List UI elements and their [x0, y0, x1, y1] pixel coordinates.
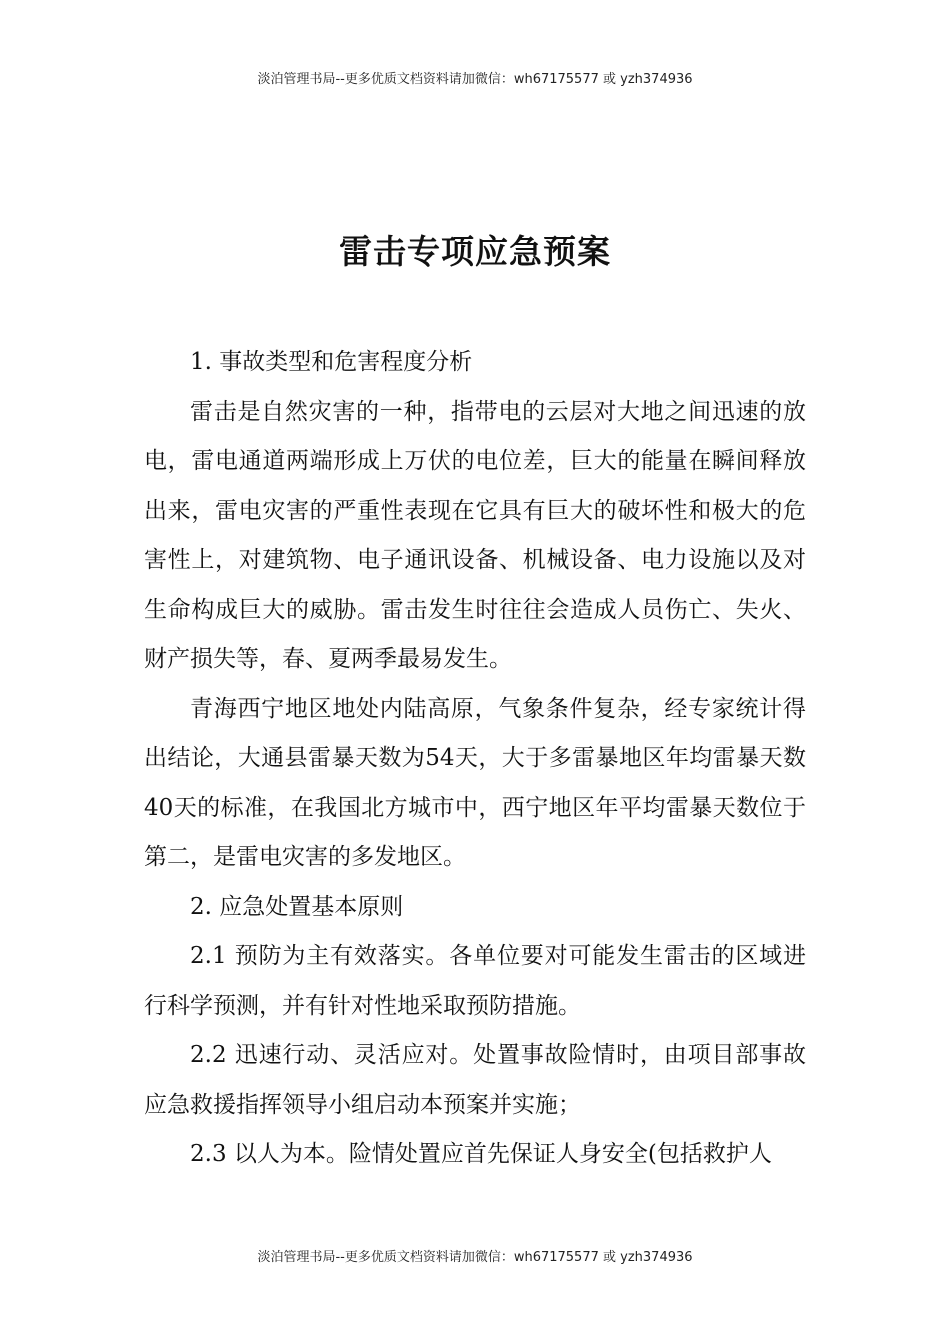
- principle-2-2: 2.2 迅速行动、灵活应对。处置事故险情时，由项目部事故应急救援指挥领导小组启动本预案并实施；: [144, 1042, 806, 1118]
- page-footer-note: 淡泊管理书局--更多优质文档资料请加微信：wh67175577 或 yzh374936: [257, 1250, 693, 1265]
- section-heading-2: 2. 应急处置基本原则: [190, 893, 404, 920]
- page-header-note: 淡泊管理书局--更多优质文档资料请加微信：wh67175577 或 yzh374936: [257, 72, 693, 87]
- document-body: [144, 338, 806, 1180]
- paragraph-lightning-definition: 雷击是自然灾害的一种，指带电的云层对大地之间迅速的放电，雷电通道两端形成上万伏的电位差，巨大的能量在瞬间释放出来，雷电灾害的严重性表现在它具有巨大的破坏性和极大的危害性上，对建筑物、电子通讯设备、机械设备、电力设施以及对生命构成巨大的威胁。雷击发生时往往会造成人员伤亡、失火、财产损失等，春、夏两季最易发生。: [144, 398, 806, 672]
- paragraph-xining-statistics: 青海西宁地区地处内陆高原，气象条件复杂，经专家统计得出结论，大通县雷暴天数为54天，大于多雷暴地区年均雷暴天数40天的标准，在我国北方城市中，西宁地区年平均雷暴天数位于第二，是雷电灾害的多发地区。: [144, 695, 806, 870]
- principle-2-1: 2.1 预防为主有效落实。各单位要对可能发生雷击的区域进行科学预测，并有针对性地采取预防措施。: [144, 943, 806, 1019]
- document-title: 雷击专项应急预案: [339, 232, 611, 271]
- section-heading-1: 1. 事故类型和危害程度分析: [190, 349, 473, 375]
- principle-2-3: 2.3 以人为本。险情处置应首先保证人身安全(包括救护人: [190, 1141, 772, 1167]
